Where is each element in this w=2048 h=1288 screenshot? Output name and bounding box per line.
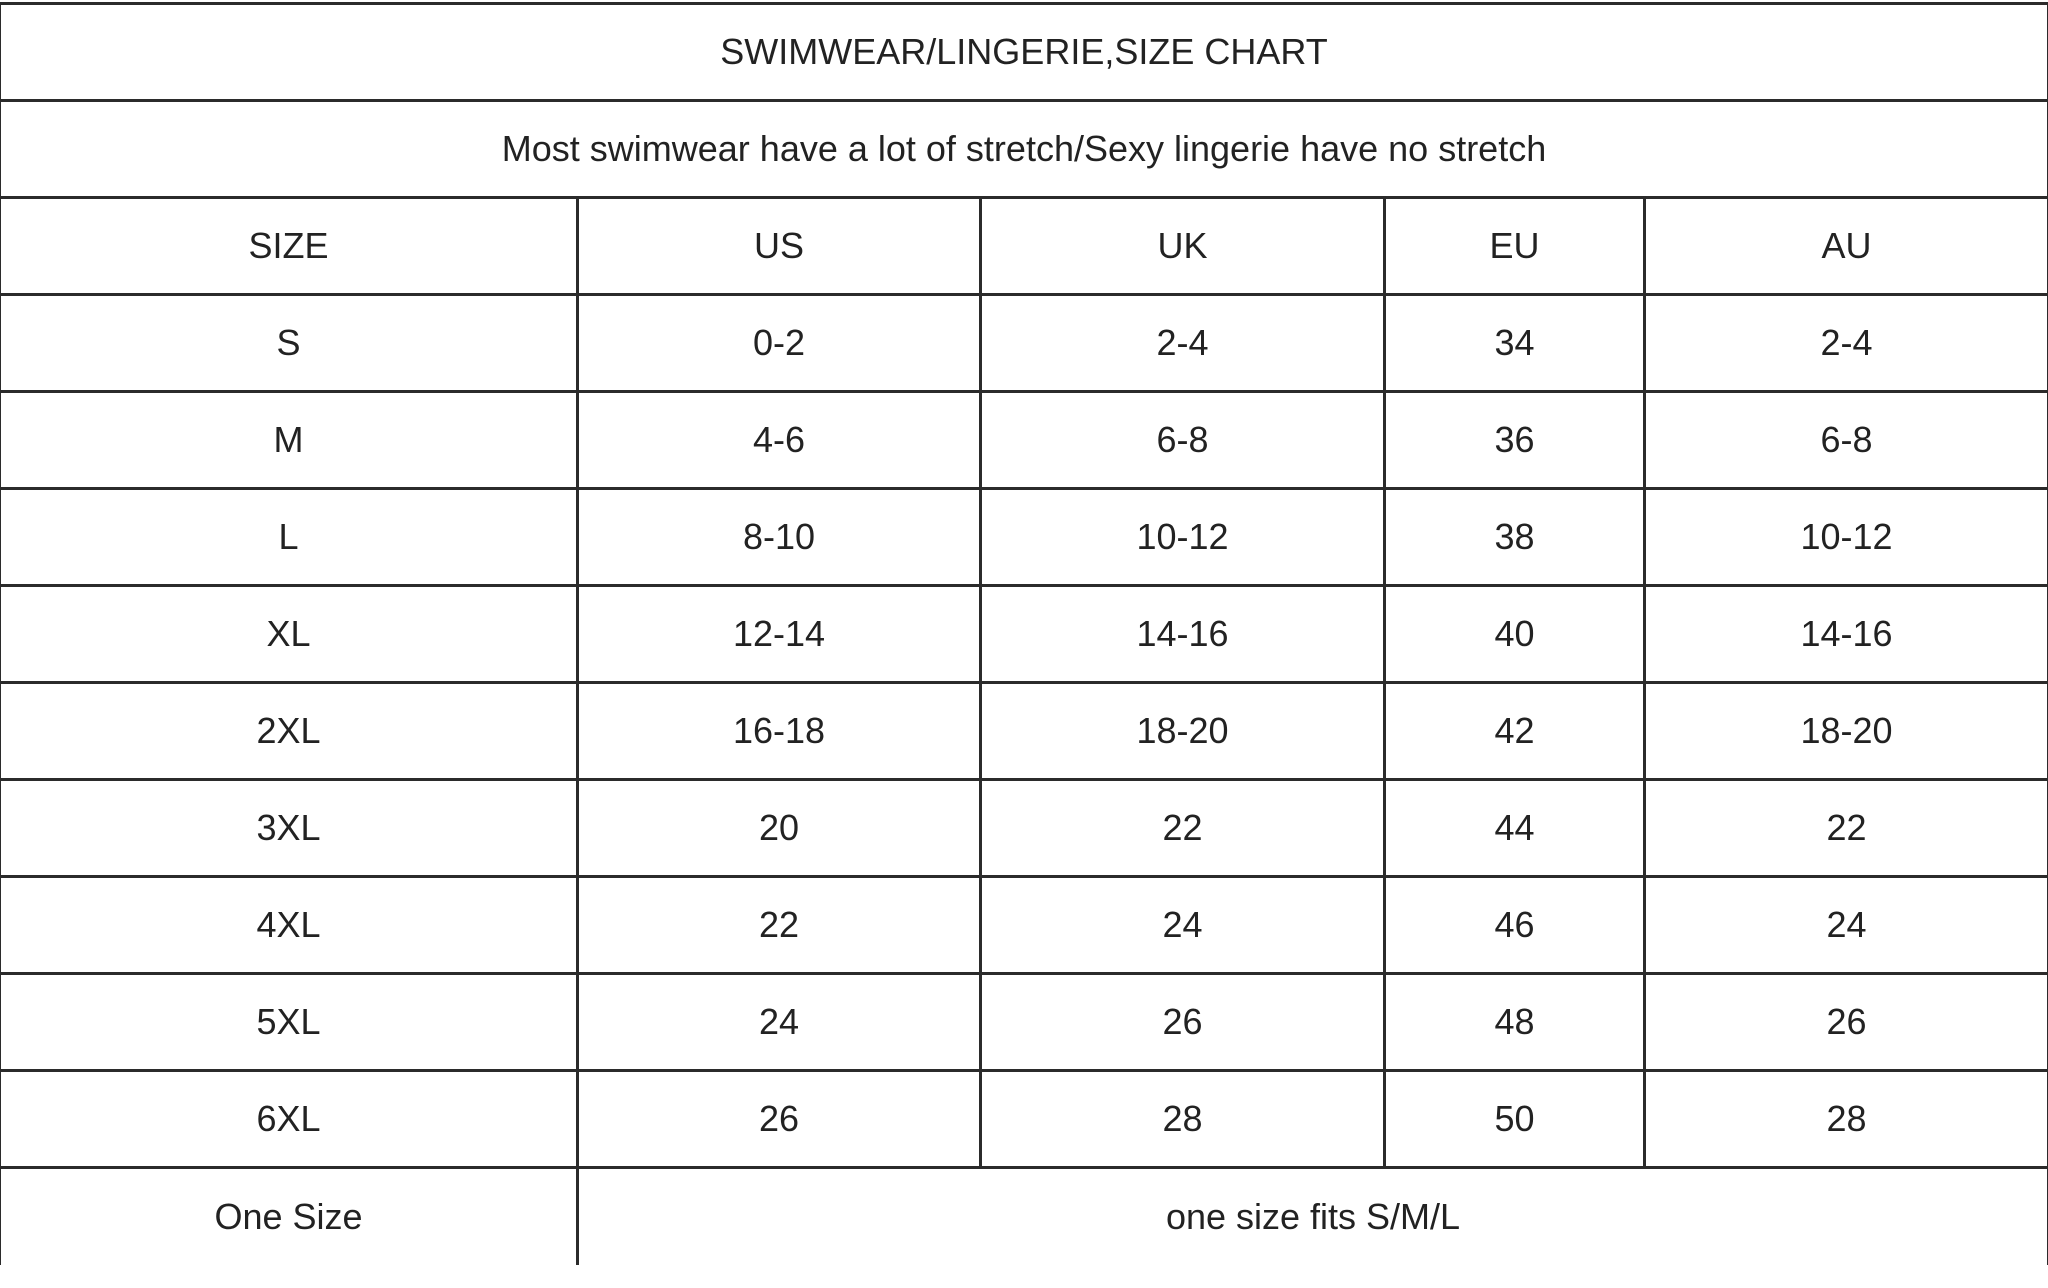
table-row xyxy=(0,1071,2048,1168)
chart-subtitle: Most swimwear have a lot of stretch/Sexy lingerie have no stretch xyxy=(0,101,2048,198)
table-row xyxy=(0,974,2048,1071)
size-cell: 4XL xyxy=(0,877,578,974)
size-cell: 3XL xyxy=(0,780,578,877)
uk-cell: 6-8 xyxy=(981,392,1385,489)
one-size-row xyxy=(0,1168,2048,1266)
us-cell: 24 xyxy=(578,974,981,1071)
us-cell: 8-10 xyxy=(578,489,981,586)
au-cell: 24 xyxy=(1645,877,2048,974)
table-row xyxy=(0,877,2048,974)
eu-cell: 34 xyxy=(1385,295,1645,392)
header-row xyxy=(0,198,2048,295)
uk-cell: 14-16 xyxy=(981,586,1385,683)
title-row xyxy=(0,4,2048,101)
au-cell: 28 xyxy=(1645,1071,2048,1168)
table-row xyxy=(0,586,2048,683)
table-row xyxy=(0,780,2048,877)
au-cell: 22 xyxy=(1645,780,2048,877)
au-cell: 6-8 xyxy=(1645,392,2048,489)
size-cell: 6XL xyxy=(0,1071,578,1168)
table-row xyxy=(0,392,2048,489)
one-size-note: one size fits S/M/L xyxy=(578,1168,2048,1266)
size-cell: XL xyxy=(0,586,578,683)
size-cell: 5XL xyxy=(0,974,578,1071)
eu-cell: 50 xyxy=(1385,1071,1645,1168)
eu-cell: 46 xyxy=(1385,877,1645,974)
size-cell: 2XL xyxy=(0,683,578,780)
size-cell: S xyxy=(0,295,578,392)
us-cell: 22 xyxy=(578,877,981,974)
au-cell: 18-20 xyxy=(1645,683,2048,780)
uk-cell: 2-4 xyxy=(981,295,1385,392)
size-chart-table xyxy=(0,2,2048,1265)
us-cell: 16-18 xyxy=(578,683,981,780)
uk-cell: 28 xyxy=(981,1071,1385,1168)
table-row xyxy=(0,683,2048,780)
header-uk: UK xyxy=(981,198,1385,295)
size-cell: L xyxy=(0,489,578,586)
us-cell: 12-14 xyxy=(578,586,981,683)
uk-cell: 10-12 xyxy=(981,489,1385,586)
us-cell: 0-2 xyxy=(578,295,981,392)
subtitle-row xyxy=(0,101,2048,198)
header-us: US xyxy=(578,198,981,295)
us-cell: 4-6 xyxy=(578,392,981,489)
eu-cell: 36 xyxy=(1385,392,1645,489)
au-cell: 14-16 xyxy=(1645,586,2048,683)
uk-cell: 26 xyxy=(981,974,1385,1071)
au-cell: 10-12 xyxy=(1645,489,2048,586)
eu-cell: 44 xyxy=(1385,780,1645,877)
one-size-label: One Size xyxy=(0,1168,578,1266)
header-eu: EU xyxy=(1385,198,1645,295)
chart-title: SWIMWEAR/LINGERIE,SIZE CHART xyxy=(0,4,2048,101)
au-cell: 2-4 xyxy=(1645,295,2048,392)
eu-cell: 42 xyxy=(1385,683,1645,780)
size-cell: M xyxy=(0,392,578,489)
header-size: SIZE xyxy=(0,198,578,295)
eu-cell: 48 xyxy=(1385,974,1645,1071)
uk-cell: 22 xyxy=(981,780,1385,877)
uk-cell: 24 xyxy=(981,877,1385,974)
eu-cell: 40 xyxy=(1385,586,1645,683)
us-cell: 20 xyxy=(578,780,981,877)
us-cell: 26 xyxy=(578,1071,981,1168)
table-row xyxy=(0,295,2048,392)
header-au: AU xyxy=(1645,198,2048,295)
uk-cell: 18-20 xyxy=(981,683,1385,780)
table-row xyxy=(0,489,2048,586)
eu-cell: 38 xyxy=(1385,489,1645,586)
au-cell: 26 xyxy=(1645,974,2048,1071)
